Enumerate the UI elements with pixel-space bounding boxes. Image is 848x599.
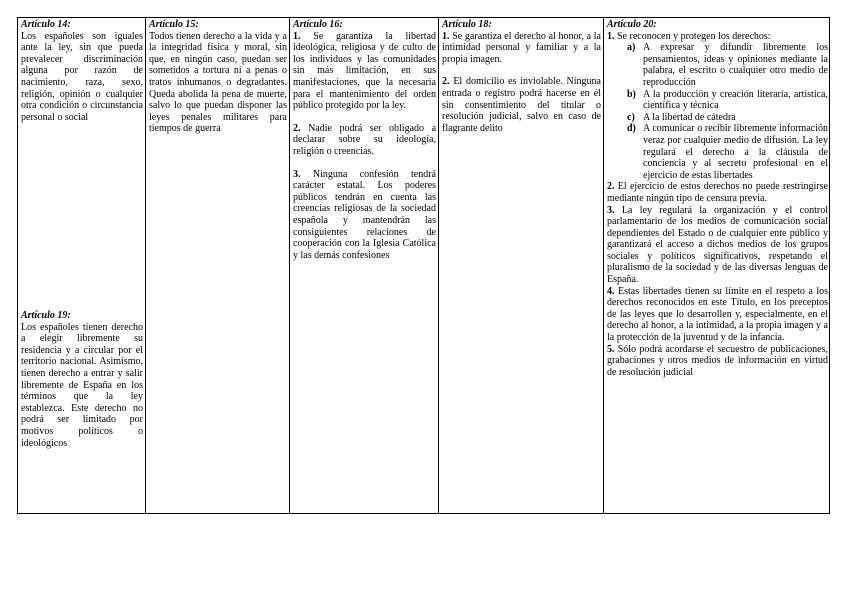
article-14-title: Artículo 14: [21, 19, 71, 30]
item-number: 1. [442, 30, 450, 42]
article-20-item [607, 344, 828, 379]
article-16-item [293, 169, 436, 262]
item-text: La ley regulará la organización y el control parlamentario de los medios de comunicación social dependientes del Estado o de cualquier ente público y garantizará el acceso a dichos medios de los grupos sociales y políticos significativos, respetando el pluralismo de la sociedad y de las diversas lenguas de España. [607, 204, 828, 286]
article-20-item [607, 31, 828, 43]
article-20-item [607, 205, 828, 286]
sublist-item [627, 42, 828, 88]
column-article-16 [290, 18, 439, 513]
article-15-text: Todos tienen derecho a la vida y a la integridad física y moral, sin que, en ningún caso, puedan ser sometidos a tortura ni a penas o tratos inhumanos o degradantes. Queda abolida la pena de muerte, salvo lo que puedan disponer las leyes penales militares para tiempos de guerra [149, 30, 287, 135]
article-14-text: Los españoles son iguales ante la ley, sin que pueda prevalecer discriminación alguna por razón de nacimiento, raza, sexo, religión, opinión o cualquier otra condición o circunstancia personal o social [21, 30, 143, 123]
item-number: 2. [293, 122, 301, 134]
article-19-block [21, 310, 143, 449]
sublist-item [627, 112, 828, 124]
item-number: 1. [293, 30, 301, 42]
item-text: El domicilio es inviolable. Ninguna entrada o registro podrá hacerse en él sin consentimiento del titular o resolución judicial, salvo en caso de flagrante delito [442, 76, 602, 134]
articles-table [17, 17, 830, 514]
item-number: 2. [442, 76, 450, 88]
column-article-20 [604, 18, 830, 513]
item-text: Se garantiza la libertad ideológica, religiosa y de culto de los individuos y las comunidades sin más limitación, en sus manifestaciones, que la necesaria para el mantenimiento del orden público protegido por la ley. [293, 30, 437, 112]
column-articles-14-19 [18, 18, 146, 513]
sublist-text: A comunicar o recibir libremente información veraz por cualquier medio de difusión. La ley regulará el derecho a la cláusula de conciencia y al secreto profesional en el ejercicio de estas libertades [643, 123, 828, 181]
article-16-title: Artículo 16: [293, 19, 343, 30]
sublist-label: d) [627, 123, 636, 135]
item-number: 3. [607, 204, 615, 216]
article-18-item [442, 76, 601, 134]
item-number: 4. [607, 285, 615, 297]
article-16-item [293, 123, 436, 158]
sublist-item [627, 89, 828, 112]
sublist-label: c) [627, 111, 635, 123]
article-19-title: Artículo 19: [21, 310, 71, 321]
sublist-text: A la producción y creación literaria, artística, científica y técnica [643, 88, 828, 112]
item-text: Estas libertades tienen su límite en el respeto a los derechos reconocidos en este Título, en los preceptos de las leyes que lo desarrollen y, especialmente, en el derecho al honor, a la intimidad, a la propia imagen y a la protección de la juventud y de la infancia. [607, 285, 829, 344]
article-19-text: Los españoles tienen derecho a elegir libremente su residencia y a circular por el territorio nacional. Asimismo, tienen derecho a entrar y salir libremente de España en los términos que la ley establezca. Este derecho no podrá ser limitado por motivos políticos o ideológicos [21, 321, 143, 449]
sublist-item [627, 123, 828, 181]
article-16-item [293, 31, 436, 112]
article-20-title: Artículo 20: [607, 19, 657, 30]
column-article-18 [439, 18, 604, 513]
sublist-text: A la libertad de cátedra [643, 111, 736, 123]
item-text: Nadie podrá ser obligado a declarar sobre su ideología, religión o creencias. [293, 122, 437, 157]
article-20-item [607, 181, 828, 204]
item-number: 3. [293, 168, 301, 180]
column-article-15 [146, 18, 290, 513]
article-20-item [607, 286, 828, 344]
item-text: Se reconocen y protegen los derechos: [617, 30, 771, 42]
item-number: 1. [607, 30, 615, 42]
article-18-item [442, 31, 601, 66]
article-18-title: Artículo 18: [442, 19, 492, 30]
item-text: Sólo podrá acordarse el secuestro de publicaciones, grabaciones y otros medios de información en virtud de resolución judicial [607, 343, 828, 378]
item-text: El ejercicio de estos derechos no puede restringirse mediante ningún tipo de censura previa. [607, 181, 828, 204]
item-number: 2. [607, 181, 615, 193]
item-number: 5. [607, 343, 615, 355]
article-20-sublist [607, 42, 828, 181]
item-text: Se garantiza el derecho al honor, a la intimidad personal y familiar y a la propia imagen. [442, 30, 601, 65]
item-text: Ninguna confesión tendrá carácter estatal. Los poderes públicos tendrán en cuenta las creencias religiosas de la sociedad española y mantendrán las consiguientes relaciones de cooperación con la Iglesia Católica y las demás confesiones [293, 168, 436, 261]
article-15-title: Artículo 15: [149, 19, 199, 30]
sublist-label: a) [627, 42, 636, 54]
sublist-text: A expresar y difundir libremente los pensamientos, ideas y opiniones mediante la palabra, el escrito o cualquier otro medio de reproducción [643, 42, 828, 88]
sublist-label: b) [627, 88, 636, 100]
